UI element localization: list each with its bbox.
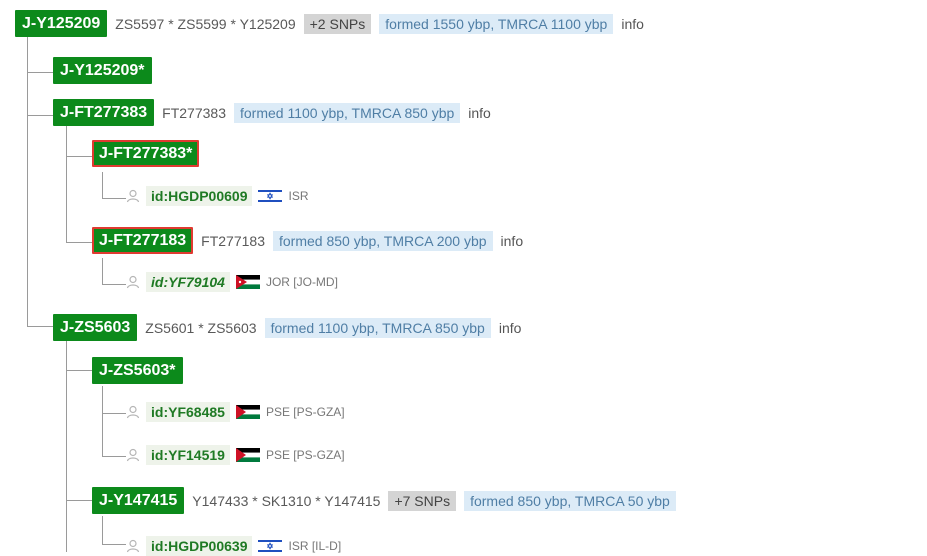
- tree-line: [66, 156, 92, 157]
- snp-list: ZS5597 * ZS5599 * Y125209: [115, 15, 296, 32]
- tree-line: [66, 126, 67, 242]
- sample-id[interactable]: id:HGDP00609: [146, 186, 252, 206]
- tree-line: [102, 516, 103, 544]
- age-estimate: formed 850 ybp, TMRCA 50 ybp: [464, 491, 676, 511]
- country-label: PSE [PS-GZA]: [265, 405, 345, 419]
- snp-list: FT277383: [162, 104, 226, 121]
- israel-flag-icon: [258, 539, 282, 553]
- haplogroup-node[interactable]: J-Y125209: [15, 10, 107, 37]
- more-snps-badge[interactable]: +7 SNPs: [388, 491, 456, 511]
- tree-line: [27, 36, 28, 326]
- tree-line: [27, 115, 53, 116]
- tree-line: [102, 413, 126, 414]
- sample-id[interactable]: id:HGDP00639: [146, 536, 252, 556]
- haplogroup-node[interactable]: J-FT277383*: [92, 140, 199, 167]
- snp-list: ZS5601 * ZS5603: [145, 319, 257, 336]
- tree-line: [66, 370, 92, 371]
- haplogroup-node[interactable]: J-FT277183: [92, 227, 193, 254]
- tree-row: [92, 227, 529, 254]
- sample-row: [126, 402, 345, 422]
- tree-line: [66, 242, 92, 243]
- snp-list: Y147433 * SK1310 * Y147415: [192, 492, 381, 509]
- sample-id[interactable]: id:YF14519: [146, 445, 230, 465]
- snp-list: FT277183: [201, 232, 265, 249]
- sample-id[interactable]: id:YF68485: [146, 402, 230, 422]
- tree-line: [27, 326, 53, 327]
- jordan-flag-icon: [236, 275, 260, 289]
- tree-row: [92, 357, 183, 384]
- tree-row: [53, 99, 497, 126]
- country-label: ISR [IL-D]: [288, 539, 342, 553]
- more-snps-badge[interactable]: +2 SNPs: [304, 14, 372, 34]
- tree-row: [53, 314, 527, 341]
- haplogroup-node[interactable]: J-ZS5603*: [92, 357, 183, 384]
- tree-line: [102, 284, 126, 285]
- palestine-flag-icon: [236, 448, 260, 462]
- person-icon: [126, 405, 140, 419]
- sample-row: [126, 536, 341, 556]
- age-estimate: formed 1550 ybp, TMRCA 1100 ybp: [379, 14, 613, 34]
- person-icon: [126, 539, 140, 553]
- sample-id[interactable]: id:YF79104: [146, 272, 230, 292]
- tree-line: [102, 198, 126, 199]
- person-icon: [126, 448, 140, 462]
- tree-row: [15, 10, 650, 37]
- haplogroup-node[interactable]: J-ZS5603: [53, 314, 137, 341]
- info-link[interactable]: info: [615, 14, 650, 34]
- tree-line: [102, 544, 126, 545]
- tree-line: [102, 258, 103, 284]
- tree-line: [102, 456, 126, 457]
- haplogroup-node[interactable]: J-Y147415: [92, 487, 184, 514]
- sample-row: [126, 445, 345, 465]
- israel-flag-icon: [258, 189, 282, 203]
- age-estimate: formed 1100 ybp, TMRCA 850 ybp: [265, 318, 491, 338]
- person-icon: [126, 189, 140, 203]
- sample-row: [126, 272, 338, 292]
- age-estimate: formed 1100 ybp, TMRCA 850 ybp: [234, 103, 460, 123]
- tree-line: [102, 172, 103, 198]
- sample-row: [126, 186, 309, 206]
- info-link[interactable]: info: [495, 231, 530, 251]
- country-label: JOR [JO-MD]: [265, 275, 338, 289]
- country-label: PSE [PS-GZA]: [265, 448, 345, 462]
- haplogroup-node[interactable]: J-FT277383: [53, 99, 154, 126]
- info-link[interactable]: info: [493, 318, 528, 338]
- info-link[interactable]: info: [462, 103, 497, 123]
- palestine-flag-icon: [236, 405, 260, 419]
- country-label: ISR: [288, 189, 309, 203]
- person-icon: [126, 275, 140, 289]
- tree-row: [92, 140, 199, 167]
- age-estimate: formed 850 ybp, TMRCA 200 ybp: [273, 231, 493, 251]
- tree-row: [53, 57, 152, 84]
- haplogroup-node[interactable]: J-Y125209*: [53, 57, 152, 84]
- tree-line: [66, 500, 92, 501]
- tree-row: [92, 487, 676, 514]
- tree-line: [27, 72, 53, 73]
- tree-line: [102, 386, 103, 456]
